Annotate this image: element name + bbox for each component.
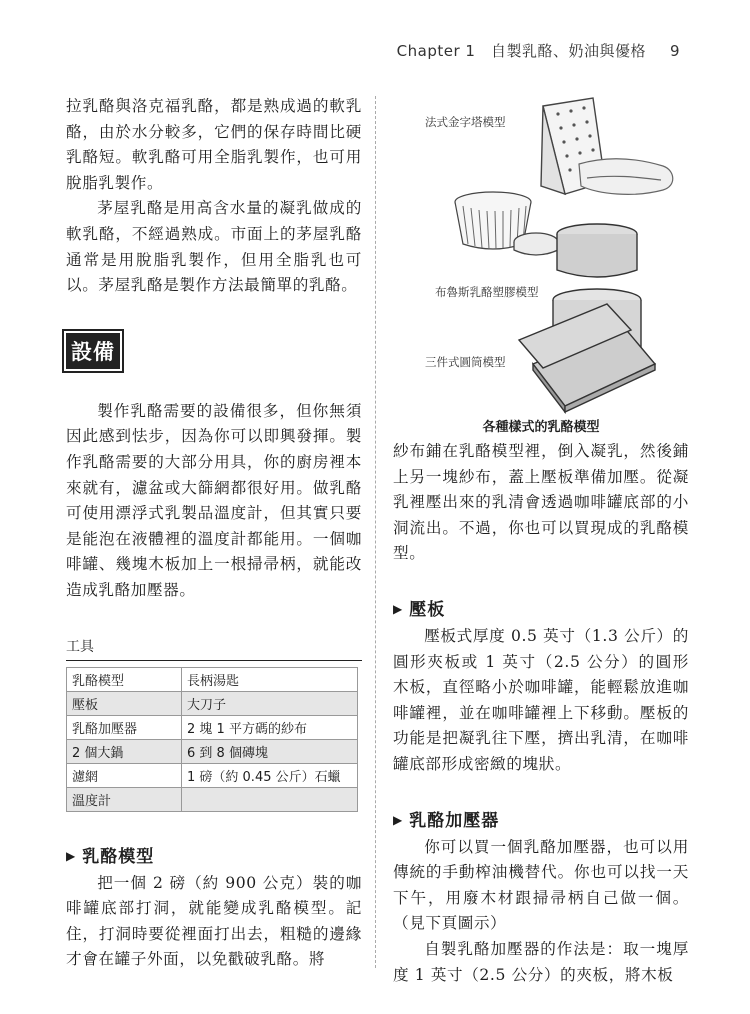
subheading-text: 乳酪模型	[82, 846, 155, 867]
table-cell: 乳酪模型	[67, 667, 182, 691]
follower-disk-drawing	[514, 233, 558, 255]
table-row	[67, 691, 358, 715]
cheesecloth-drawing	[579, 159, 673, 195]
table-cell: 6 到 8 個磚塊	[182, 739, 358, 763]
triangle-bullet-icon: ▶	[66, 848, 77, 863]
chapter-title: Chapter 1 自製乳酪、奶油與優格	[396, 42, 646, 60]
table-row	[67, 763, 358, 787]
paragraph: 紗布鋪在乳酪模型裡，倒入凝乳，然後鋪上另一塊紗布，蓋上壓板準備加壓。從凝乳裡壓出來的乳清會透過咖啡罐底部的小洞流出。不過，你也可以買現成的乳酪模型。	[393, 442, 689, 563]
subheading-cheese-mold	[66, 842, 362, 867]
paragraph: 把一個 2 磅（約 900 公克）裝的咖啡罐底部打洞，就能變成乳酪模型。記住，打洞時要從裡面打出去，粗糙的邊緣才會在罐子外面，以免戳破乳酪。將	[66, 873, 362, 969]
subheading-text: 乳酪加壓器	[409, 810, 500, 831]
paragraph: 拉乳酪與洛克福乳酪，都是熟成過的軟乳酪，由於水分較多，它們的保存時間比硬乳酪短。軟乳酪可用全脂乳製作，也可用脫脂乳製作。	[66, 97, 362, 192]
figure-caption: 各種樣式的乳酪模型	[482, 420, 600, 435]
page-number: 9	[669, 42, 680, 60]
table-row	[67, 715, 358, 739]
cheese-mold-illustration	[393, 94, 689, 416]
subheading-cheese-press	[393, 806, 689, 831]
table-cell: 2 塊 1 平方碼的紗布	[182, 715, 358, 739]
table-cell: 濾網	[67, 763, 182, 787]
table-cell	[182, 787, 358, 811]
paragraph: 你可以買一個乳酪加壓器，也可以用傳統的手動榨油機替代。你也可以找一天下午，用廢木材跟掃帚柄自己做一個。（見下頁圖示）	[393, 837, 689, 933]
subheading-press-board	[393, 595, 689, 620]
tools-table-title: 工具	[66, 636, 362, 661]
table-cell: 大刀子	[182, 691, 358, 715]
paragraph: 茅屋乳酪是用高含水量的凝乳做成的軟乳酪，不經過熟成。市面上的茅屋乳酪通常是用脫脂乳製作，但用全脂乳也可以。茅屋乳酪是製作方法最簡單的乳酪。	[66, 199, 362, 295]
section-heading-equipment: 設備	[66, 333, 120, 369]
table-cell: 1 磅（約 0.45 公斤）石蠟	[182, 763, 358, 787]
triangle-bullet-icon: ▶	[393, 812, 404, 827]
table-row	[67, 739, 358, 763]
figure-label-cylinder: 三件式圓筒模型	[425, 355, 506, 369]
table-cell: 乳酪加壓器	[67, 715, 182, 739]
paragraph: 製作乳酪需要的設備很多，但你無須因此感到怯步，因為你可以即興發揮。製作乳酪需要的大部分用具，你的廚房裡本來就有，濾盆或大篩網都很好用。做乳酪可使用漂浮式乳製品溫度計，但其實只要是能泡在液體裡的溫度計都能用。一個咖啡罐、幾塊木板加上一根掃帚柄，就能改造成乳酪加壓器。	[66, 401, 362, 599]
table-cell: 溫度計	[67, 787, 182, 811]
table-row	[67, 787, 358, 811]
tools-table	[66, 667, 358, 812]
left-column	[66, 94, 362, 973]
figure-label-pyramid: 法式金字塔模型	[425, 115, 506, 129]
column-divider	[375, 96, 376, 968]
table-row	[67, 667, 358, 691]
figure-label-basket: 布魯斯乳酪塑膠模型	[435, 285, 539, 299]
paragraph: 壓板式厚度 0.5 英寸（1.3 公斤）的圓形夾板或 1 英寸（2.5 公分）的圓形木板，直徑略小於咖啡罐，能輕鬆放進咖啡罐裡，並在咖啡罐裡上下移動。壓板的功能是把凝乳往下壓，擠出乳清，在咖啡罐底部形成密緻的塊狀。	[393, 626, 689, 773]
subheading-text: 壓板	[409, 599, 446, 620]
table-cell: 2 個大鍋	[67, 739, 182, 763]
triangle-bullet-icon: ▶	[393, 601, 404, 616]
running-header	[397, 40, 680, 61]
table-cell: 長柄湯匙	[182, 667, 358, 691]
table-cell: 壓板	[67, 691, 182, 715]
paragraph: 自製乳酪加壓器的作法是：取一塊厚度 1 英寸（2.5 公分）的夾板，將木板	[393, 939, 689, 984]
right-column	[393, 94, 689, 988]
